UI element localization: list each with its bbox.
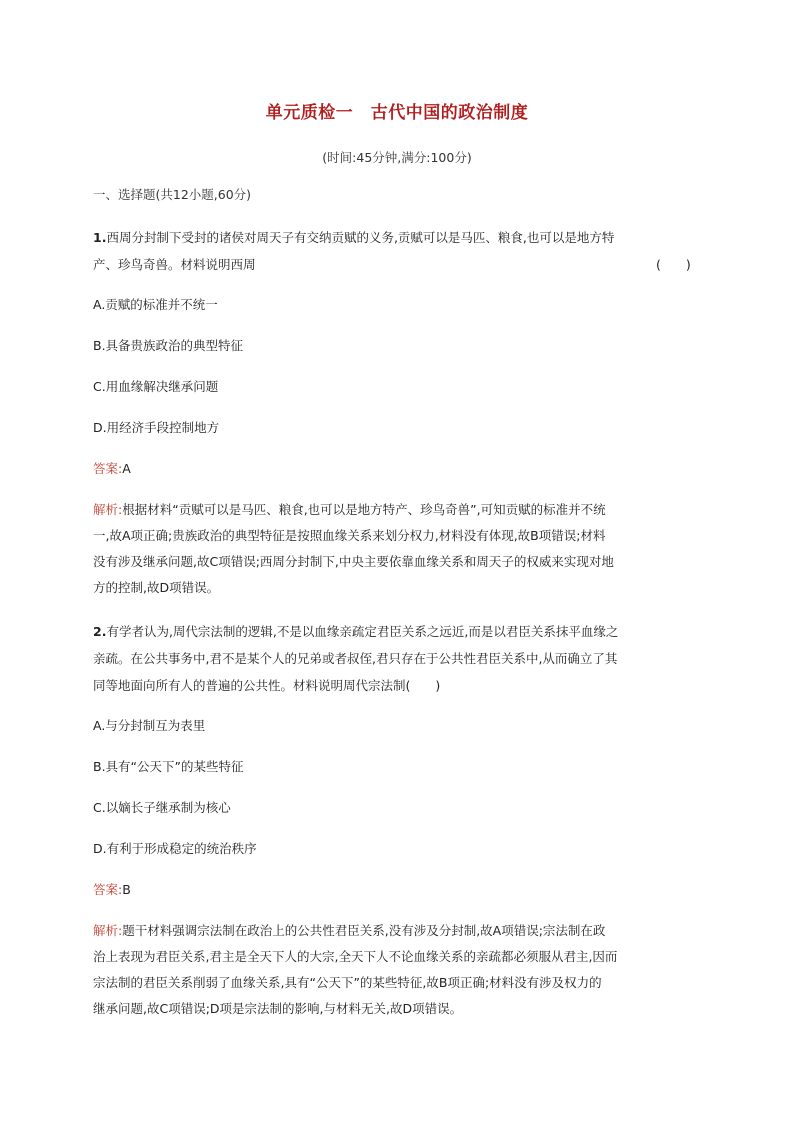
question-1-number: 1. (93, 230, 107, 245)
answer-label: 答案: (93, 461, 123, 476)
question-2-option-a: A.与分封制互为表里 (93, 718, 206, 733)
page-title: 单元质检一 古代中国的政治制度 (265, 103, 529, 123)
question-1-analysis-line-2: 一,故A项正确;贵族政治的典型特征是按照血缘关系来划分权力,材料没有体现,故B项错误;材料 (93, 528, 606, 543)
question-1-option-c: C.用血缘解决继承问题 (93, 379, 219, 394)
question-1-stem-line-2: 产、珍鸟奇兽。材料说明西周 (93, 257, 256, 272)
question-2-analysis-line-2: 治上表现为君臣关系,君主是全天下人的大宗,全天下人不论血缘关系的亲疏都必须服从君主,因而 (93, 949, 618, 964)
question-1-answer-blank: ( ) (656, 257, 691, 272)
question-2-number: 2. (93, 624, 107, 639)
analysis-label: 解析: (93, 502, 123, 517)
question-1-analysis-line-4: 方的控制,故D项错误。 (93, 580, 220, 595)
question-1-analysis-line-3: 没有涉及继承问题,故C项错误;西周分封制下,中央主要依靠血缘关系和周天子的权威来实现对地 (93, 554, 614, 569)
question-1-option-d: D.用经济手段控制地方 (93, 420, 220, 435)
exam-info: (时间:45分钟,满分:100分) (322, 150, 472, 165)
question-2-answer (93, 880, 703, 898)
question-1-option-a: A.贡赋的标准并不统一 (93, 297, 218, 312)
question-2-analysis-line-3: 宗法制的君臣关系削弱了血缘关系,具有“公天下”的某些特征,故B项正确;材料没有涉及权力的 (93, 975, 602, 990)
question-2-analysis-line-1: 解析:题干材料强调宗法制在政治上的公共性君臣关系,没有涉及分封制,故A项错误;宗法制在政 (93, 923, 606, 938)
question-1-stem-line-1: 1.西周分封制下受封的诸侯对周天子有交纳贡赋的义务,贡赋可以是马匹、粮食,也可以是地方特 (93, 230, 615, 245)
question-1-answer (93, 459, 703, 477)
answer-value: B (122, 882, 131, 897)
analysis-label: 解析: (93, 923, 123, 938)
answer-label: 答案: (93, 882, 123, 897)
question-2-option-b: B.具有“公天下”的某些特征 (93, 759, 244, 774)
section-heading: 一、选择题(共12小题,60分) (93, 187, 252, 202)
question-2-stem-line-2: 亲疏。在公共事务中,君不是某个人的兄弟或者叔侄,君只存在于公共性君臣关系中,从而确立了其 (93, 651, 618, 666)
question-2-option-c: C.以嫡长子继承制为核心 (93, 800, 231, 815)
question-1-analysis-line-1: 解析:根据材料“贡赋可以是马匹、粮食,也可以是地方特产、珍鸟奇兽”,可知贡赋的标准并不统 (93, 502, 606, 517)
question-2-option-d: D.有利于形成稳定的统治秩序 (93, 841, 257, 856)
answer-value: A (122, 461, 131, 476)
question-1-option-b: B.具备贵族政治的典型特征 (93, 338, 244, 353)
question-2-stem-line-1: 2.有学者认为,周代宗法制的逻辑,不是以血缘亲疏定君臣关系之远近,而是以君臣关系抹平血缘之 (93, 624, 619, 639)
question-2-stem-line-3: 同等地面向所有人的普遍的公共性。材料说明周代宗法制( ) (93, 678, 441, 693)
question-2-analysis-line-4: 继承问题,故C项错误;D项是宗法制的影响,与材料无关,故D项错误。 (93, 1001, 463, 1016)
